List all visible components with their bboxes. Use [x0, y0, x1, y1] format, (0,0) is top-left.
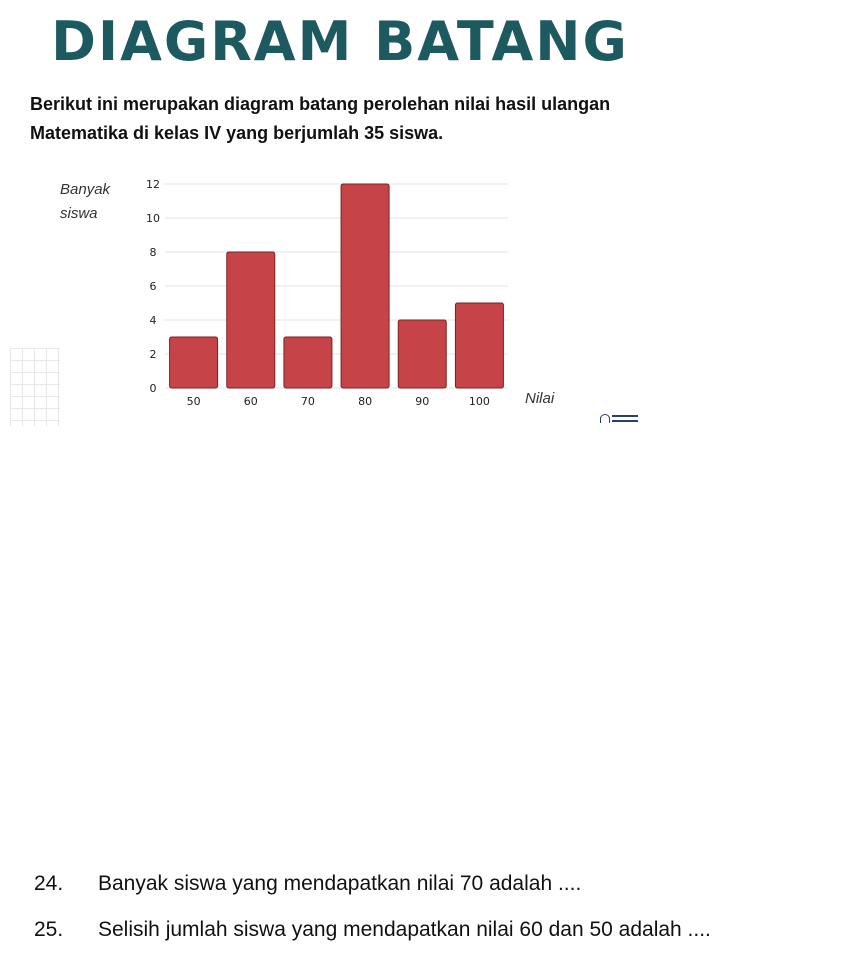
decoration-icon [598, 410, 638, 424]
bar-50 [170, 337, 218, 388]
question-24 [34, 872, 581, 896]
x-tick-label: 60 [243, 395, 258, 408]
y-tick-label: 6 [149, 280, 157, 293]
x-tick-label: 80 [358, 395, 373, 408]
y-tick-label: 0 [149, 382, 157, 395]
bar-90 [398, 320, 446, 388]
question-text: Selisih jumlah siswa yang mendapatkan nilai 60 dan 50 adalah .... [98, 918, 711, 941]
y-tick-label: 8 [149, 246, 157, 259]
x-tick-label: 100 [468, 395, 490, 408]
y-axis-label-word-2: siswa [60, 205, 98, 222]
bar-100 [455, 303, 503, 388]
x-tick-label: 70 [300, 395, 315, 408]
x-tick-label: 50 [186, 395, 201, 408]
y-tick-label: 2 [149, 348, 157, 361]
bar-60 [227, 252, 275, 388]
question-text: Banyak siswa yang mendapatkan nilai 70 adalah .... [98, 872, 582, 895]
question-25 [34, 918, 711, 942]
bar-80 [341, 184, 389, 388]
page-title: DIAGRAM BATANG [51, 10, 629, 73]
x-tick-label: 90 [415, 395, 430, 408]
y-tick-label: 4 [149, 314, 157, 327]
y-tick-label: 10 [146, 212, 160, 225]
intro-text: Berikut ini merupakan diagram batang perolehan nilai hasil ulangan Matematika di kelas IV yang berjumlah 35 siswa. [30, 94, 611, 143]
question-number: 24. [34, 872, 64, 895]
y-axis-label-word-1: Banyak [60, 181, 111, 198]
bar-70 [284, 337, 332, 388]
x-axis-label: Nilai [525, 390, 555, 407]
y-tick-label: 12 [146, 178, 160, 191]
question-number: 25. [34, 918, 64, 941]
